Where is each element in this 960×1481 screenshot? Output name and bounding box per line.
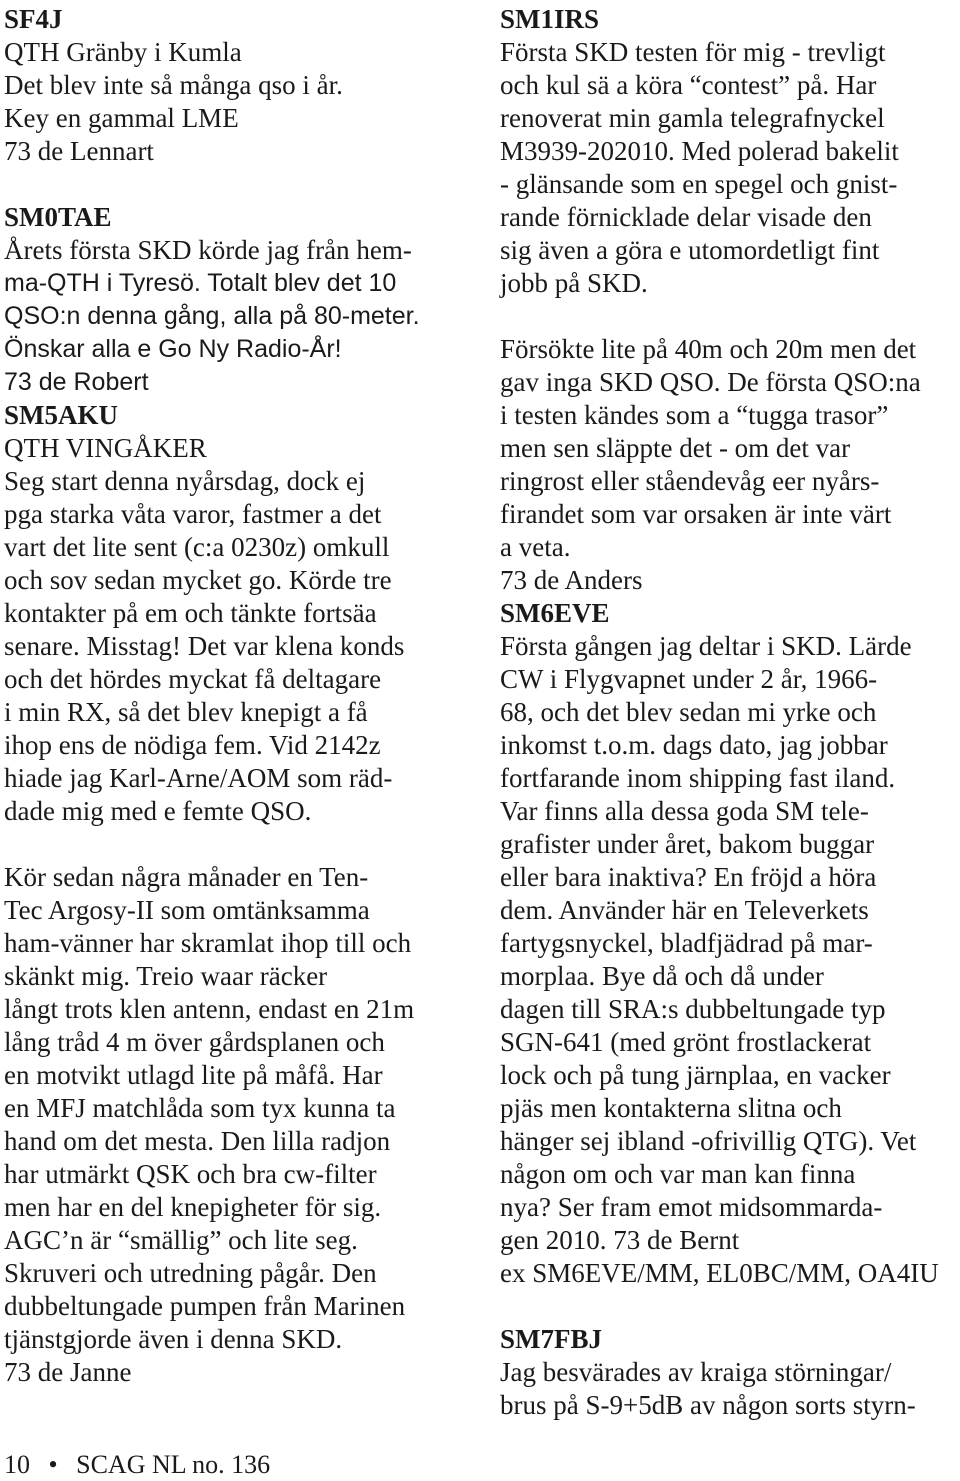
text-line: dem. Använder här en Televerkets xyxy=(500,895,869,925)
text-line: i min RX, så det blev knepigt a få xyxy=(4,697,368,727)
text-line: och sov sedan mycket go. Körde tre xyxy=(4,565,392,595)
text-line: gen 2010. 73 de Bernt xyxy=(500,1225,740,1255)
text-line: rande förnicklade delar visade den xyxy=(500,202,872,232)
text-line: dubbeltungade pumpen från Marinen xyxy=(4,1291,406,1321)
text-line: 73 de Anders xyxy=(500,565,643,595)
text-line: Jag besvärades av kraiga störningar/ xyxy=(500,1357,892,1387)
text-line: ihop ens de nödiga fem. Vid 2142z xyxy=(4,730,381,760)
text-line: inkomst t.o.m. dags dato, jag jobbar xyxy=(500,730,888,760)
text-line: renoverat min gamla telegrafnyckel xyxy=(500,103,885,133)
text-line: och kul sä a köra “contest” på. Har xyxy=(500,70,877,100)
text-line: lång tråd 4 m över gårdsplanen och xyxy=(4,1027,385,1057)
text-line: men sen släppte det - om det var xyxy=(500,433,851,463)
text-line: kontakter på em och tänkte fortsäa xyxy=(4,598,377,628)
text-line: brus på S-9+5dB av någon sorts styrn- xyxy=(500,1390,916,1420)
footer-bullet: • xyxy=(48,1450,58,1479)
text-line: grafister under året, bakom buggar xyxy=(500,829,875,859)
text-line: Försökte lite på 40m och 20m men det xyxy=(500,334,917,364)
text-line: pjäs men kontakterna slitna och xyxy=(500,1093,842,1123)
text-line: a veta. xyxy=(500,532,571,562)
text-line: vart det lite sent (c:a 0230z) omkull xyxy=(4,532,390,562)
text-line: i testen kändes som a “tugga trasor” xyxy=(500,400,889,430)
text-line: Skruveri och utredning pågår. Den xyxy=(4,1258,377,1288)
text-line: ma-QTH i Tyresö. Totalt blev det 10 xyxy=(4,269,397,297)
text-line: lock och på tung järnplaa, en vacker xyxy=(500,1060,891,1090)
text-line: fortfarande inom shipping fast iland. xyxy=(500,763,896,793)
text-line: en MFJ matchlåda som tyx kunna ta xyxy=(4,1093,396,1123)
page-footer xyxy=(4,1448,270,1481)
text-line: Det blev inte så många qso i år. xyxy=(4,70,343,100)
page-number: 10 xyxy=(4,1450,30,1479)
text-line: dade mig med e femte QSO. xyxy=(4,796,312,826)
text-line: firandet som var orsaken är inte värt xyxy=(500,499,892,529)
text-line: hand om det mesta. Den lilla radjon xyxy=(4,1126,391,1156)
callsign-heading: SF4J xyxy=(4,4,63,34)
text-line: har utmärkt QSK och bra cw-filter xyxy=(4,1159,377,1189)
text-line: Första gången jag deltar i SKD. Lärde xyxy=(500,631,912,661)
text-line: Seg start denna nyårsdag, dock ej xyxy=(4,466,366,496)
text-line: morplaa. Bye då och då under xyxy=(500,961,824,991)
text-line: ham-vänner har skramlat ihop till och xyxy=(4,928,412,958)
text-line: fartygsnyckel, bladfjädrad på mar- xyxy=(500,928,873,958)
callsign-heading: SM7FBJ xyxy=(500,1324,603,1354)
text-line: ex SM6EVE/MM, EL0BC/MM, OA4IU xyxy=(500,1258,939,1288)
text-line: hiade jag Karl-Arne/AOM som räd- xyxy=(4,763,393,793)
text-line: CW i Flygvapnet under 2 år, 1966- xyxy=(500,664,878,694)
callsign-heading: SM6EVE xyxy=(500,598,610,628)
text-line: 73 de Janne xyxy=(4,1357,132,1387)
text-line: QTH Gränby i Kumla xyxy=(4,37,242,67)
text-line: 73 de Lennart xyxy=(4,136,154,166)
text-line: jobb på SKD. xyxy=(500,268,648,298)
text-line: QTH VINGÅKER xyxy=(4,433,207,463)
text-line: 73 de Robert xyxy=(4,368,149,396)
text-line: senare. Misstag! Det var klena konds xyxy=(4,631,405,661)
text-line: dagen till SRA:s dubbeltungade typ xyxy=(500,994,886,1024)
text-line: någon om och var man kan finna xyxy=(500,1159,856,1189)
text-line: Första SKD testen för mig - trevligt xyxy=(500,37,886,67)
text-line: gav inga SKD QSO. De första QSO:na xyxy=(500,367,921,397)
text-line: Årets första SKD körde jag från hem- xyxy=(4,235,412,265)
text-line: Tec Argosy-II som omtänksamma xyxy=(4,895,370,925)
text-line: M3939-202010. Med polerad bakelit xyxy=(500,136,899,166)
publication-name: SCAG NL no. 136 xyxy=(76,1450,271,1479)
text-line: nya? Ser fram emot midsommarda- xyxy=(500,1192,883,1222)
text-line: ringrost eller ståendevåg eer nyårs- xyxy=(500,466,880,496)
text-line: eller bara inaktiva? En fröjd a höra xyxy=(500,862,877,892)
text-line: pga starka våta varor, fastmer a det xyxy=(4,499,382,529)
text-line: tjänstgjorde även i denna SKD. xyxy=(4,1324,343,1354)
text-line: AGC’n är “smällig” och lite seg. xyxy=(4,1225,358,1255)
text-line: och det hördes myckat få deltagare xyxy=(4,664,382,694)
callsign-heading: SM1IRS xyxy=(500,4,600,34)
callsign-heading: SM5AKU xyxy=(4,400,118,430)
text-line: långt trots klen antenn, endast en 21m xyxy=(4,994,415,1024)
text-line: en motvikt utlagd lite på måfå. Har xyxy=(4,1060,383,1090)
text-line: QSO:n denna gång, alla på 80-meter. xyxy=(4,302,420,330)
text-line: Önskar alla e Go Ny Radio-År! xyxy=(4,335,342,363)
text-line: Key en gammal LME xyxy=(4,103,239,133)
callsign-heading: SM0TAE xyxy=(4,202,112,232)
text-line: Var finns alla dessa goda SM tele- xyxy=(500,796,869,826)
text-line: Kör sedan några månader en Ten- xyxy=(4,862,369,892)
text-line: hänger sej ibland -ofrivillig QTG). Vet xyxy=(500,1126,917,1156)
text-line: - glänsande som en spegel och gnist- xyxy=(500,169,898,199)
text-line: sig även a göra e utomordetligt fint xyxy=(500,235,880,265)
text-line: SGN-641 (med grönt frostlackerat xyxy=(500,1027,872,1057)
text-line: men har en del knepigheter för sig. xyxy=(4,1192,382,1222)
text-line: skänkt mig. Treio waar räcker xyxy=(4,961,328,991)
text-line: 68, och det blev sedan mi yrke och xyxy=(500,697,877,727)
